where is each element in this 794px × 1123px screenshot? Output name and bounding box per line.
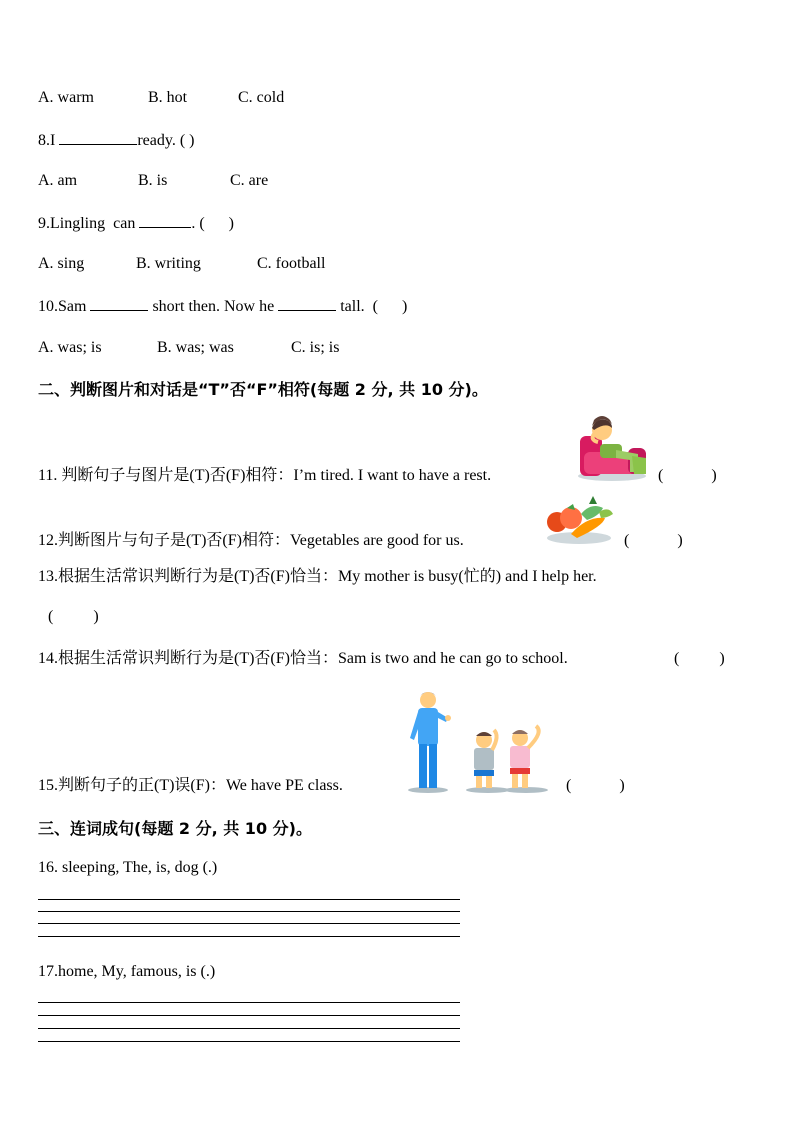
answer-line[interactable] <box>38 899 460 900</box>
question-8: 8.I ready. ( ) <box>38 132 195 149</box>
question-14: 14.根据生活常识判断行为是(T)否(F)恰当：Sam is two and he can go to school. <box>38 650 568 667</box>
resting-person-image <box>572 410 652 482</box>
answer-line[interactable] <box>38 1015 460 1016</box>
question-10: 10.Sam short then. Now he tall. ( ) <box>38 298 408 315</box>
q7-option-c: C. cold <box>238 89 285 106</box>
q11-answer-paren[interactable]: ( ) <box>658 467 717 484</box>
q7-option-b: B. hot <box>148 89 188 106</box>
question-12: 12.判断图片与句子是(T)否(F)相符：Vegetables are good for us. <box>38 532 464 549</box>
q13-answer-paren[interactable]: ( ) <box>48 608 99 625</box>
answer-blank[interactable] <box>90 296 148 311</box>
q8-option-b: B. is <box>138 172 168 189</box>
q8-option-c: C. are <box>230 172 269 189</box>
vegetables-image <box>543 494 615 546</box>
exercise-image <box>404 688 554 794</box>
answer-line[interactable] <box>38 1028 460 1029</box>
answer-line[interactable] <box>38 1002 460 1003</box>
answer-blank[interactable] <box>139 213 191 228</box>
q10-option-c: C. is; is <box>291 339 340 356</box>
question-11: 11. 判断句子与图片是(T)否(F)相符：I’m tired. I want to have a rest. <box>38 467 492 484</box>
answer-line[interactable] <box>38 923 460 924</box>
q10-option-a: A. was; is <box>38 339 102 356</box>
question-9: 9.Lingling can . ( ) <box>38 215 234 232</box>
q14-answer-paren[interactable]: ( ) <box>674 650 725 667</box>
answer-line[interactable] <box>38 1041 460 1042</box>
q9-option-b: B. writing <box>136 255 201 272</box>
q9-option-c: C. football <box>257 255 326 272</box>
answer-line[interactable] <box>38 936 460 937</box>
answer-blank[interactable] <box>278 296 336 311</box>
question-13: 13.根据生活常识判断行为是(T)否(F)恰当：My mother is busy(忙的) and I help her. <box>38 568 597 585</box>
q7-option-a: A. warm <box>38 89 94 106</box>
section-2-heading: 二、判断图片和对话是“T”否“F”相符(每题 2 分, 共 10 分)。 <box>38 380 488 399</box>
question-15: 15.判断句子的正(T)误(F)：We have PE class. <box>38 777 343 794</box>
question-17: 17.home, My, famous, is (.) <box>38 963 216 980</box>
question-16: 16. sleeping, The, is, dog (.) <box>38 859 218 876</box>
section-3-heading: 三、连词成句(每题 2 分, 共 10 分)。 <box>38 819 312 838</box>
answer-blank[interactable] <box>59 130 137 145</box>
q9-option-a: A. sing <box>38 255 85 272</box>
q15-answer-paren[interactable]: ( ) <box>566 777 625 794</box>
q8-option-a: A. am <box>38 172 78 189</box>
answer-line[interactable] <box>38 911 460 912</box>
q12-answer-paren[interactable]: ( ) <box>624 532 683 549</box>
q10-option-b: B. was; was <box>157 339 234 356</box>
